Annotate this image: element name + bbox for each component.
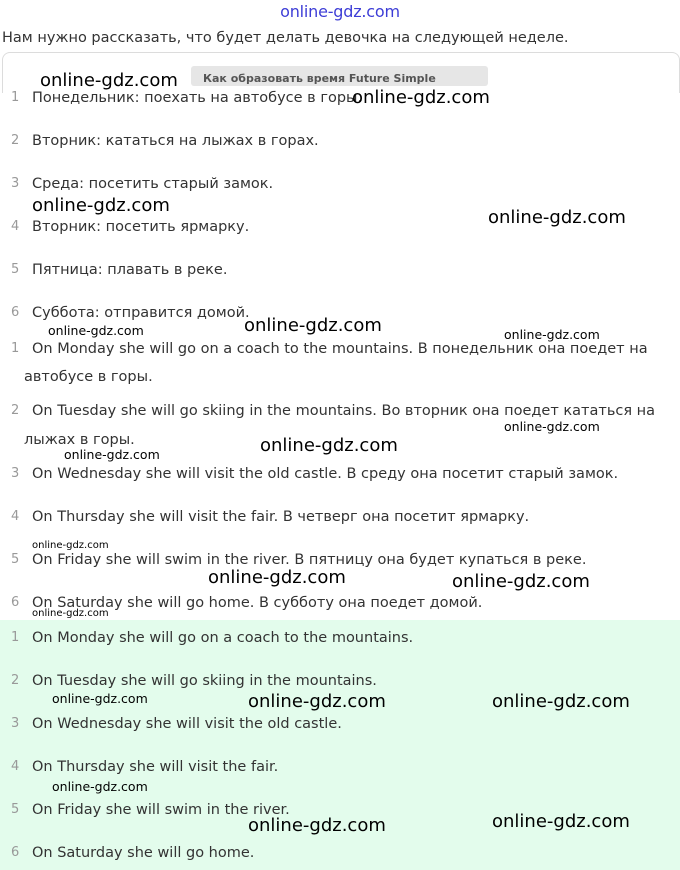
item-text: Пятница: плавать в реке. <box>32 262 228 278</box>
watermark: online-gdz.com <box>504 327 600 342</box>
item-number: 3 <box>11 466 20 481</box>
watermark: online-gdz.com <box>208 567 346 588</box>
item-number: 1 <box>11 90 20 105</box>
item-text: Вторник: кататься на лыжах в горах. <box>32 133 319 149</box>
watermark: online-gdz.com <box>248 815 386 836</box>
item-number: 4 <box>11 759 20 774</box>
item-text: On Saturday she will go home. В субботу она поедет домой. <box>32 595 483 611</box>
watermark: online-gdz.com <box>52 691 148 706</box>
item-number: 2 <box>11 133 20 148</box>
item-number: 3 <box>11 716 20 731</box>
item-number: 5 <box>11 552 20 567</box>
watermark: online-gdz.com <box>40 70 178 91</box>
item-number: 4 <box>11 509 20 524</box>
grammar-tip-button[interactable]: Как образовать время Future Simple <box>191 66 488 86</box>
item-number: 3 <box>11 176 20 191</box>
site-logo[interactable]: online-gdz.com <box>280 2 400 21</box>
watermark: online-gdz.com <box>32 540 109 551</box>
item-number: 6 <box>11 845 20 860</box>
watermark: online-gdz.com <box>32 608 109 619</box>
watermark: online-gdz.com <box>260 435 398 456</box>
watermark: online-gdz.com <box>452 571 590 592</box>
watermark: online-gdz.com <box>32 195 170 216</box>
task-intro: Нам нужно рассказать, что будет делать девочка на следующей неделе. <box>2 30 569 46</box>
watermark: online-gdz.com <box>244 315 382 336</box>
item-number: 2 <box>11 673 20 688</box>
watermark: online-gdz.com <box>504 419 600 434</box>
watermark: online-gdz.com <box>352 87 490 108</box>
item-number: 1 <box>11 341 20 356</box>
item-text: Вторник: посетить ярмарку. <box>32 219 250 235</box>
watermark: online-gdz.com <box>48 323 144 338</box>
item-text: On Saturday she will go home. <box>32 845 255 861</box>
item-number: 6 <box>11 595 20 610</box>
item-number: 6 <box>11 305 20 320</box>
watermark: online-gdz.com <box>492 811 630 832</box>
item-text: On Friday she will swim in the river. <box>32 802 290 818</box>
item-text: Суббота: отправится домой. <box>32 305 250 321</box>
watermark: online-gdz.com <box>64 447 160 462</box>
item-text: On Tuesday she will go skiing in the mountains. Во вторник она поедет кататься на <box>32 403 656 419</box>
item-text: Понедельник: поехать на автобусе в горы. <box>32 90 363 106</box>
item-number: 4 <box>11 219 20 234</box>
watermark: online-gdz.com <box>488 207 626 228</box>
item-number: 2 <box>11 403 20 418</box>
answer-highlight <box>0 620 680 870</box>
watermark: online-gdz.com <box>492 691 630 712</box>
watermark: online-gdz.com <box>52 779 148 794</box>
item-text-continued: лыжах в горы. <box>24 432 135 448</box>
item-text: On Monday she will go on a coach to the mountains. <box>32 630 414 646</box>
item-number: 5 <box>11 802 20 817</box>
item-text: On Tuesday she will go skiing in the mountains. <box>32 673 377 689</box>
item-text: Среда: посетить старый замок. <box>32 176 274 192</box>
item-text: On Monday she will go on a coach to the mountains. В понедельник она поедет на <box>32 341 648 357</box>
item-text: On Thursday she will visit the fair. <box>32 759 279 775</box>
item-text-continued: автобусе в горы. <box>24 369 153 385</box>
item-number: 5 <box>11 262 20 277</box>
item-text: On Friday she will swim in the river. В пятницу она будет купаться в реке. <box>32 552 587 568</box>
watermark: online-gdz.com <box>248 691 386 712</box>
item-number: 1 <box>11 630 20 645</box>
item-text: On Wednesday she will visit the old castle. <box>32 716 342 732</box>
item-text: On Thursday she will visit the fair. В четверг она посетит ярмарку. <box>32 509 530 525</box>
item-text: On Wednesday she will visit the old castle. В среду она посетит старый замок. <box>32 466 619 482</box>
